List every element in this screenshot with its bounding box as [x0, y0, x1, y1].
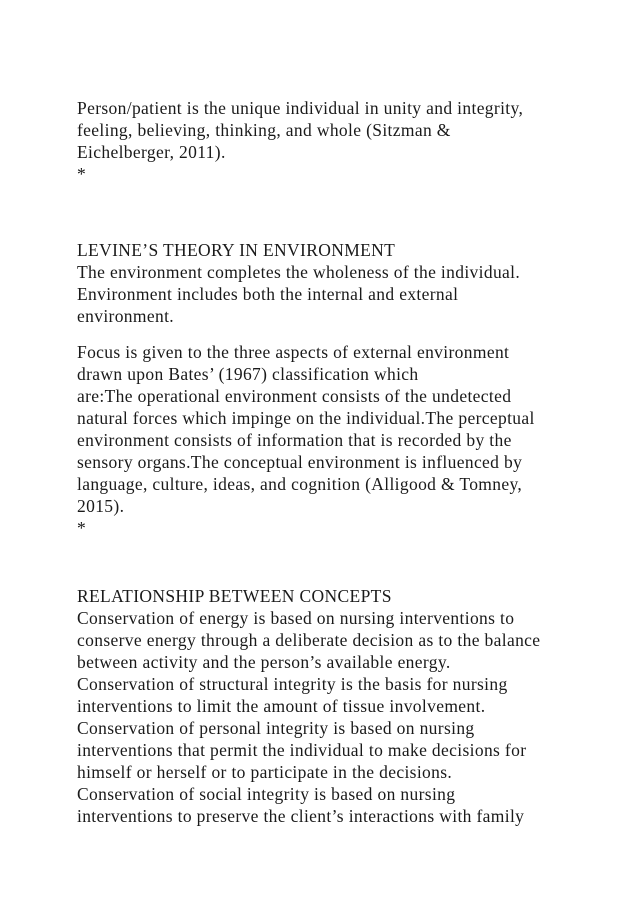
- text-line: Conservation of energy is based on nursing interventions to: [77, 608, 515, 628]
- text-line: conserve energy through a deliberate decision as to the balance: [77, 630, 541, 650]
- text-line: Conservation of personal integrity is based on nursing: [77, 718, 475, 738]
- section-relationship-between-concepts: [77, 585, 637, 827]
- text-line: environment.: [77, 306, 175, 326]
- text-line: Conservation of social integrity is based on nursing: [77, 784, 456, 804]
- separator-asterisk: *: [77, 164, 87, 184]
- text-line: Focus is given to the three aspects of external environment: [77, 342, 510, 362]
- separator-asterisk: *: [77, 518, 87, 538]
- text-line: sensory organs.The conceptual environment is influenced by: [77, 452, 523, 472]
- text-line: himself or herself or to participate in the decisions.: [77, 762, 453, 782]
- text-line: 2015).: [77, 496, 125, 516]
- text-line: feeling, believing, thinking, and whole (Sitzman &: [77, 120, 451, 140]
- paragraph-external-environment: [77, 341, 637, 539]
- text-line: language, culture, ideas, and cognition (Alligood & Tomney,: [77, 474, 523, 494]
- text-line: Person/patient is the unique individual in unity and integrity,: [77, 98, 524, 118]
- text-line: are:The operational environment consists of the undetected: [77, 386, 512, 406]
- section-environment: [77, 239, 637, 327]
- text-line: environment consists of information that is recorded by the: [77, 430, 512, 450]
- text-line: interventions to preserve the client’s interactions with family: [77, 806, 525, 826]
- text-line: natural forces which impinge on the individual.The perceptual: [77, 408, 535, 428]
- paragraph-person-patient: [77, 97, 637, 185]
- text-line: Eichelberger, 2011).: [77, 142, 226, 162]
- section-heading: LEVINE’S THEORY IN ENVIRONMENT: [77, 240, 396, 260]
- text-line: interventions to limit the amount of tissue involvement.: [77, 696, 486, 716]
- text-line: interventions that permit the individual to make decisions for: [77, 740, 527, 760]
- text-line: Environment includes both the internal and external: [77, 284, 459, 304]
- text-line: Conservation of structural integrity is the basis for nursing: [77, 674, 508, 694]
- text-line: drawn upon Bates’ (1967) classification which: [77, 364, 419, 384]
- section-heading: RELATIONSHIP BETWEEN CONCEPTS: [77, 586, 392, 606]
- text-line: The environment completes the wholeness of the individual.: [77, 262, 521, 282]
- text-line: between activity and the person’s available energy.: [77, 652, 451, 672]
